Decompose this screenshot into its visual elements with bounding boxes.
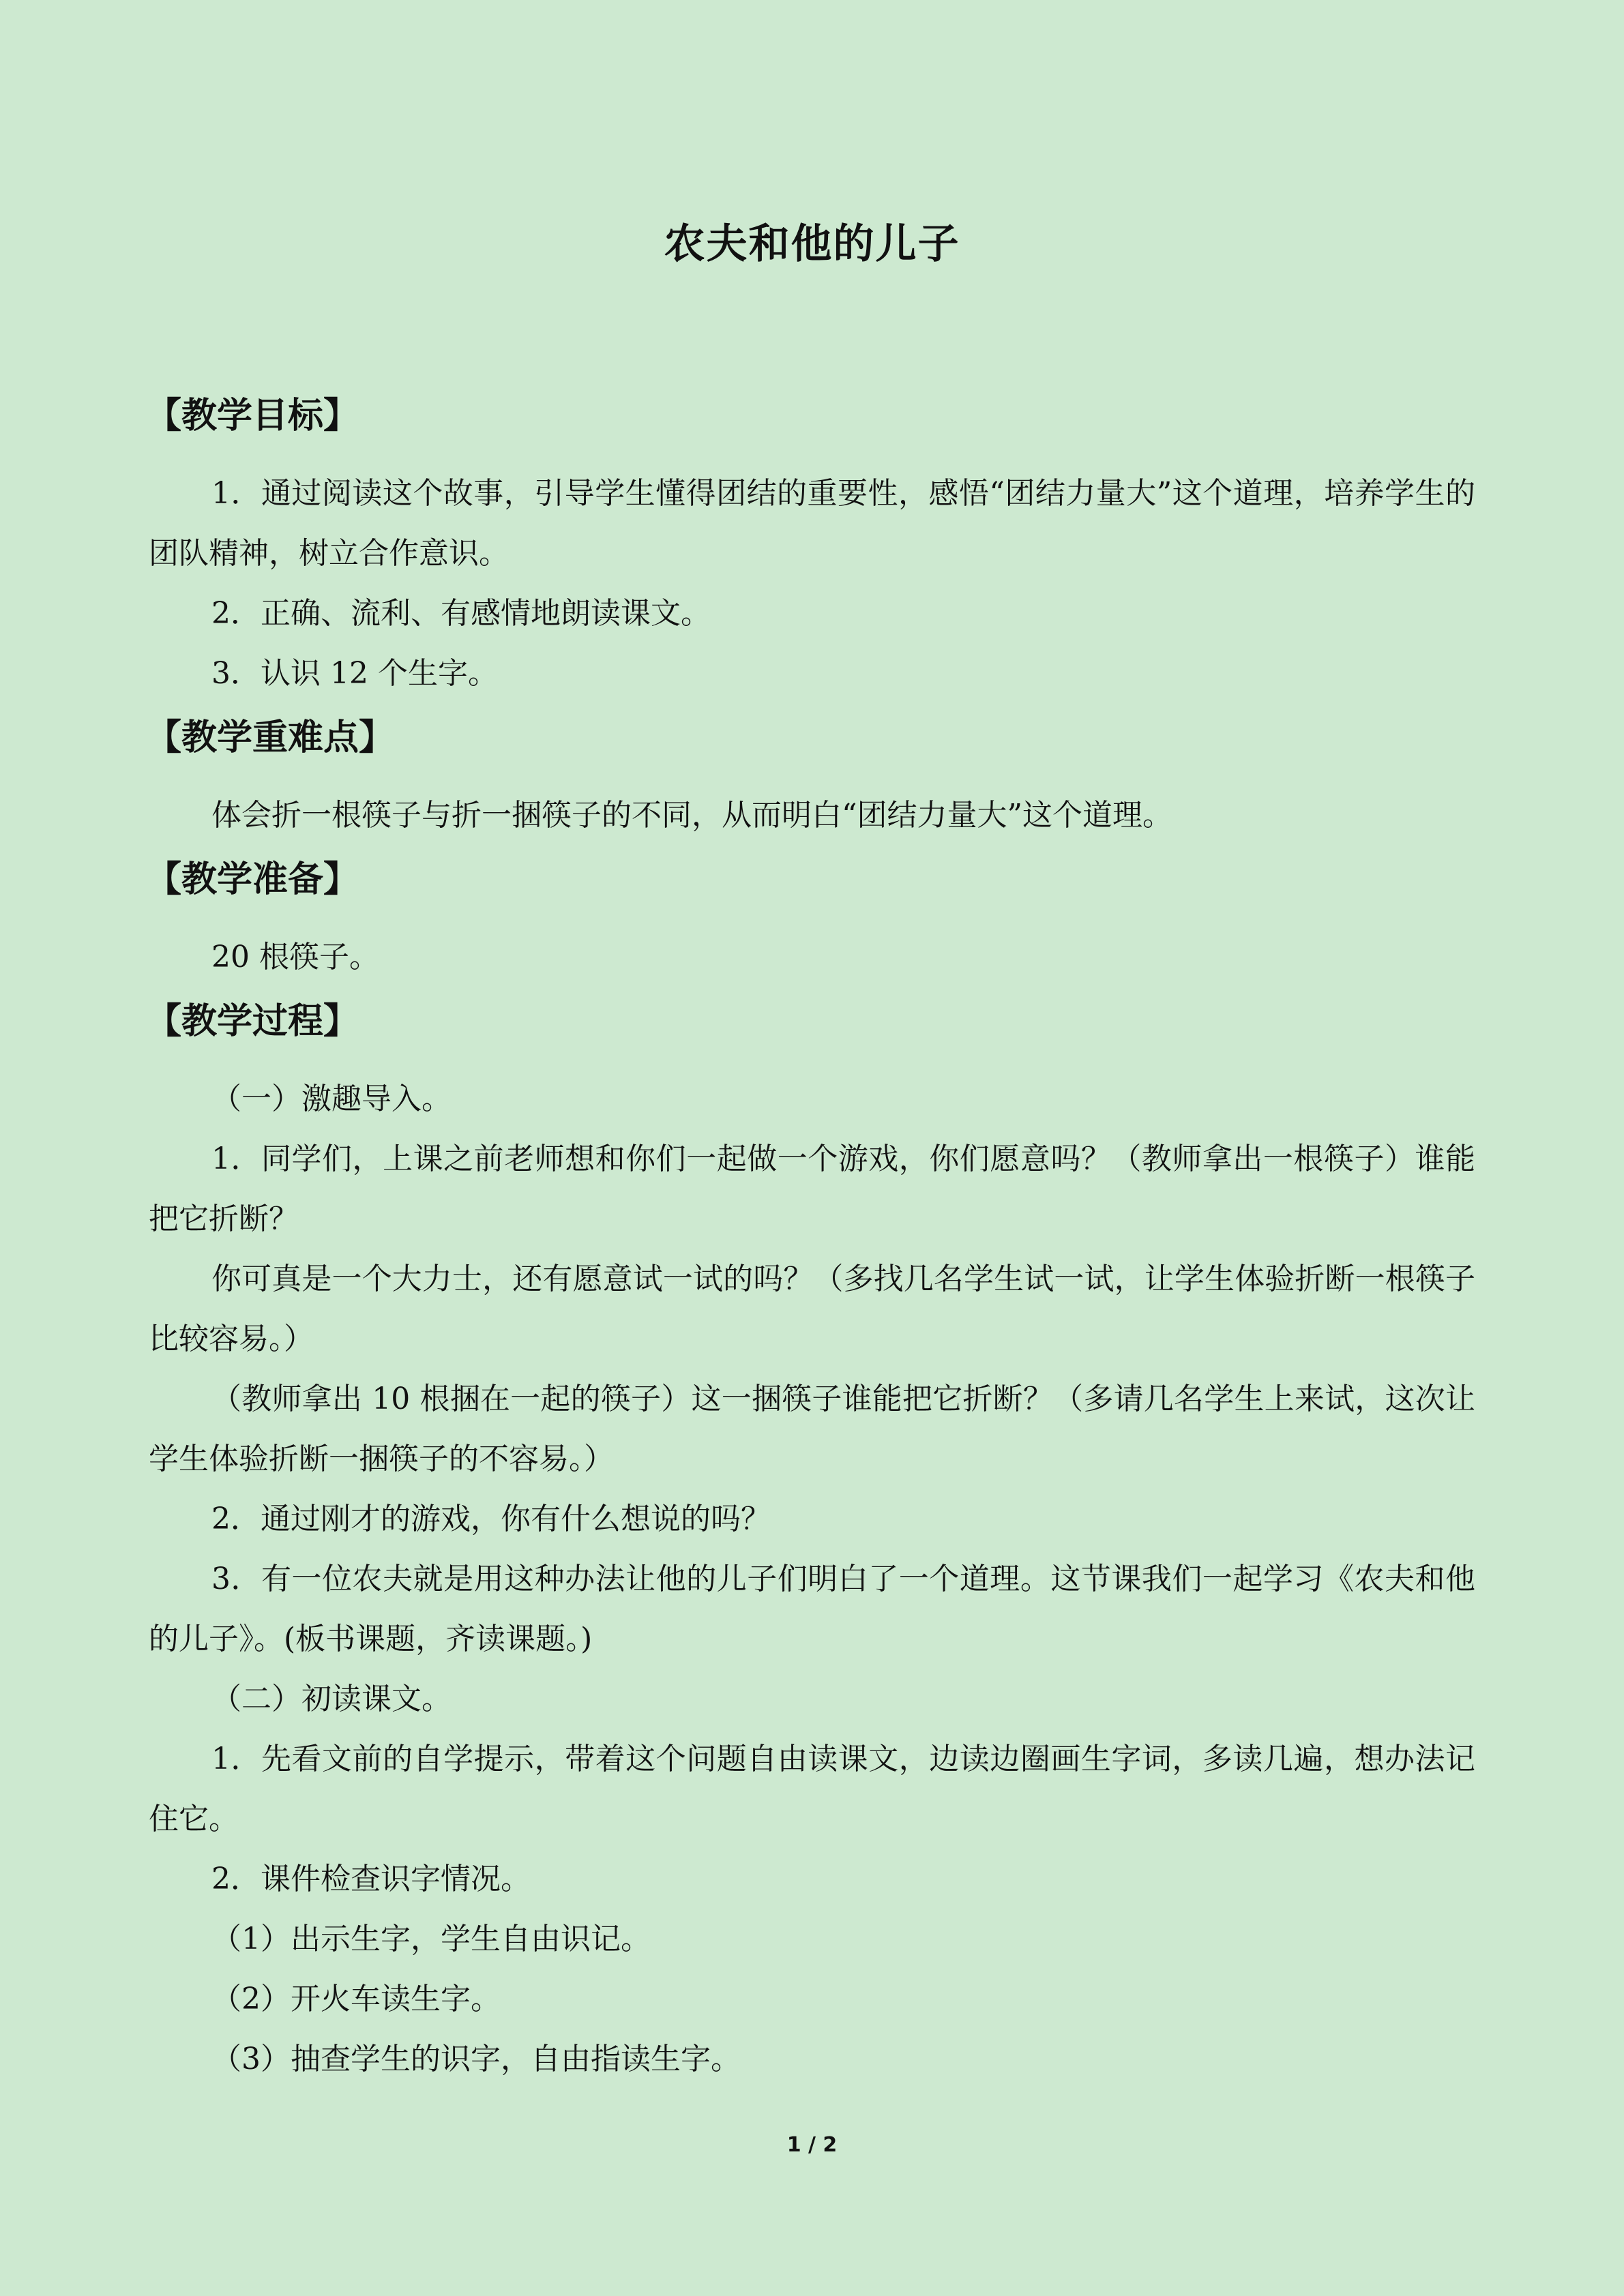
paragraph: 2．课件检查识字情况。 xyxy=(211,1862,531,1896)
paragraph: 1．同学们，上课之前老师想和你们一起做一个游戏，你们愿意吗？（教师拿出一根筷子）谁能把它折断？ xyxy=(149,1142,1475,1236)
paragraph: （2）开火车读生字。 xyxy=(211,1982,501,2016)
paragraph: 你可真是一个大力士，还有愿意试一试的吗？（多找几名学生试一试，让学生体验折断一根筷子比较容易。） xyxy=(149,1262,1475,1356)
section-heading-process: 【教学过程】 xyxy=(146,1000,359,1042)
paragraph: 3．有一位农夫就是用这种办法让他的儿子们明白了一个道理。这节课我们一起学习《农夫和他的儿子》。(板书课题，齐读课题。) xyxy=(149,1562,1475,1656)
paragraph: （3）抽查学生的识字，自由指读生字。 xyxy=(211,2042,741,2076)
paragraph: （二）初读课文。 xyxy=(211,1682,452,1716)
paragraph: 2．正确、流利、有感情地朗读课文。 xyxy=(211,596,711,631)
paragraph: 20 根筷子。 xyxy=(211,940,379,974)
document-body xyxy=(146,382,1475,2089)
paragraph: 3．认识 12 个生字。 xyxy=(211,656,498,691)
section-heading-prep: 【教学准备】 xyxy=(146,859,359,900)
paragraph: （1）出示生字，学生自由识记。 xyxy=(211,1922,651,1956)
paragraph: （教师拿出 10 根捆在一起的筷子）这一捆筷子谁能把它折断？（多请几名学生上来试，这次让学生体验折断一捆筷子的不容易。） xyxy=(149,1382,1475,1476)
page-title: 农夫和他的儿子 xyxy=(664,220,960,268)
paragraph: 体会折一根筷子与折一捆筷子的不同，从而明白“团结力量大”这个道理。 xyxy=(211,798,1172,833)
section-heading-goals: 【教学目标】 xyxy=(146,395,359,436)
section-heading-keypoints: 【教学重难点】 xyxy=(146,717,395,758)
paragraph: 1．先看文前的自学提示，带着这个问题自由读课文，边读边圈画生字词，多读几遍，想办法记住它。 xyxy=(149,1742,1475,1836)
paragraph: 1．通过阅读这个故事，引导学生懂得团结的重要性，感悟“团结力量大”这个道理，培养学生的团队精神，树立合作意识。 xyxy=(149,476,1475,571)
page-number: 1 / 2 xyxy=(786,2133,838,2157)
paragraph: 2．通过刚才的游戏，你有什么想说的吗？ xyxy=(211,1502,771,1536)
paragraph: （一）激趣导入。 xyxy=(211,1082,452,1116)
